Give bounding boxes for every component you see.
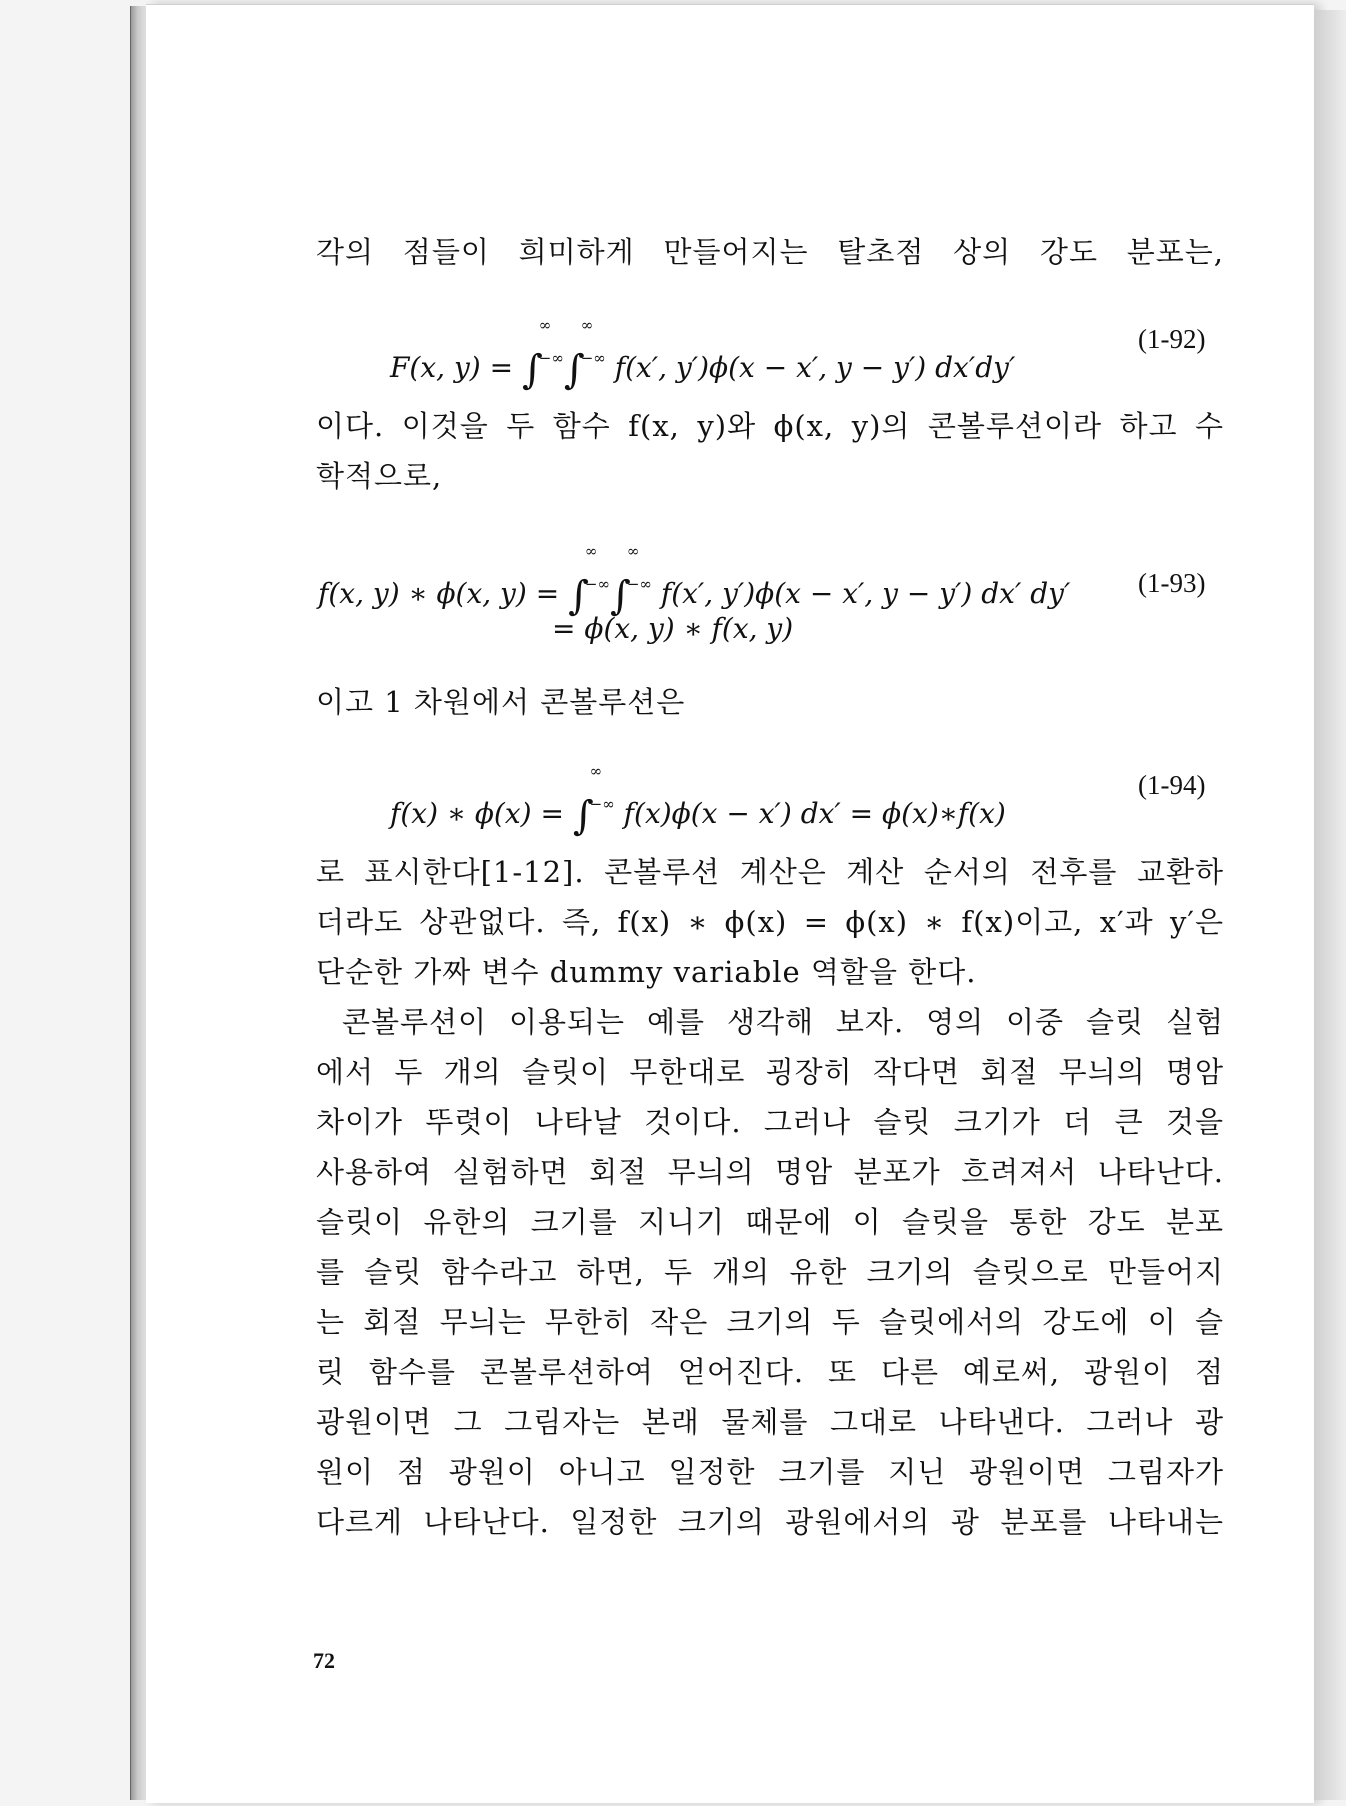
equation-number-1-93: (1-93)	[1138, 568, 1206, 598]
eq-1-92-integrand: f(x′, y′)ϕ(x − x′, y − y′) dx′dy′	[614, 351, 1016, 384]
paragraph-line: 로 표시한다[1-12]. 콘볼루션 계산은 계산 순서의 전후를 교환하	[316, 855, 1224, 889]
paragraph-line: 콘볼루션이 이용되는 예를 생각해 보자. 영의 이중 슬릿 실험	[342, 1005, 1224, 1039]
equation-1-93-second-line: = ϕ(x, y) ∗ f(x, y)	[552, 612, 794, 645]
paragraph-line: 더라도 상관없다. 즉, f(x) ∗ ϕ(x) = ϕ(x) ∗ f(x)이고, x′과 y′은	[316, 905, 1224, 939]
eq-1-94-lhs: f(x) ∗ ϕ(x) =	[390, 797, 564, 830]
book-spine-edge	[130, 6, 147, 1800]
page-number: 72	[313, 1648, 335, 1673]
intro-line: 각의 점들이 희미하게 만들어지는 탈초점 상의 강도 분포는,	[316, 235, 1224, 269]
next-page-edge	[1314, 10, 1346, 1800]
paragraph-line: 이고 1 차원에서 콘볼루션은	[316, 685, 686, 719]
paragraph-line: 다르게 나타난다. 일정한 크기의 광원에서의 광 분포를 나타내는	[316, 1505, 1224, 1539]
upper-limit: ∞	[589, 762, 603, 780]
equation-number-1-92: (1-92)	[1138, 324, 1206, 354]
integral-sign: ∫	[568, 573, 589, 619]
eq-1-93-lhs: f(x, y) ∗ ϕ(x, y) =	[318, 577, 560, 610]
paragraph-line: 학적으로,	[316, 459, 443, 493]
paragraph-line: 에서 두 개의 슬릿이 무한대로 굉장히 작다면 회절 무늬의 명암	[316, 1055, 1224, 1089]
eq-1-92-lhs: F(x, y) =	[390, 351, 514, 384]
upper-limit: ∞	[626, 542, 640, 560]
paragraph-line: 차이가 뚜렷이 나타날 것이다. 그러나 슬릿 크기가 더 큰 것을	[316, 1105, 1224, 1139]
lower-limit: −∞	[538, 349, 564, 367]
eq-1-93-integrand: f(x′, y′)ϕ(x − x′, y − y′) dx′ dy′	[660, 577, 1071, 610]
integral-sign: ∫	[572, 793, 594, 839]
lower-limit: −∞	[584, 575, 610, 593]
equation-1-93	[318, 544, 1070, 619]
equation-number-1-94: (1-94)	[1138, 770, 1206, 800]
lower-limit: −∞	[626, 575, 652, 593]
integral-limits	[539, 318, 564, 366]
paragraph-line: 원이 점 광원이 아니고 일정한 크기를 지닌 광원이면 그림자가	[316, 1455, 1224, 1489]
paragraph-line: 이다. 이것을 두 함수 f(x, y)와 ϕ(x, y)의 콘볼루션이라 하고 수	[316, 409, 1224, 443]
equation-1-94	[390, 764, 1006, 839]
paragraph-line: 사용하여 실험하면 회절 무늬의 명암 분포가 흐려져서 나타난다.	[316, 1155, 1224, 1189]
eq-1-94-integrand: f(x)ϕ(x − x′) dx′ = ϕ(x)∗f(x)	[623, 797, 1006, 830]
upper-limit: ∞	[580, 316, 594, 334]
lower-limit: −∞	[589, 795, 615, 813]
paragraph-line: 릿 함수를 콘볼루션하여 얻어진다. 또 다른 예로써, 광원이 점	[316, 1355, 1224, 1389]
integral-sign: ∫	[521, 347, 543, 393]
paragraph-line: 는 회절 무늬는 무한히 작은 크기의 두 슬릿에서의 강도에 이 슬	[316, 1305, 1224, 1339]
integral-limits	[627, 544, 652, 592]
paragraph-line: 슬릿이 유한의 크기를 지니기 때문에 이 슬릿을 통한 강도 분포	[316, 1205, 1224, 1239]
paragraph-line: 를 슬릿 함수라고 하면, 두 개의 유한 크기의 슬릿으로 만들어지	[316, 1255, 1224, 1289]
paragraph-line: 광원이면 그 그림자는 본래 물체를 그대로 나타낸다. 그러나 광	[316, 1405, 1224, 1439]
integral-limits	[581, 318, 606, 366]
lower-limit: −∞	[580, 349, 606, 367]
equation-1-92	[390, 318, 1015, 393]
integral-sign: ∫	[563, 347, 585, 393]
integral-sign: ∫	[610, 573, 631, 619]
integral-limits	[585, 544, 610, 592]
integral-limits	[590, 764, 615, 812]
upper-limit: ∞	[538, 316, 552, 334]
paragraph-line: 단순한 가짜 변수 dummy variable 역할을 한다.	[316, 955, 977, 989]
upper-limit: ∞	[584, 542, 598, 560]
